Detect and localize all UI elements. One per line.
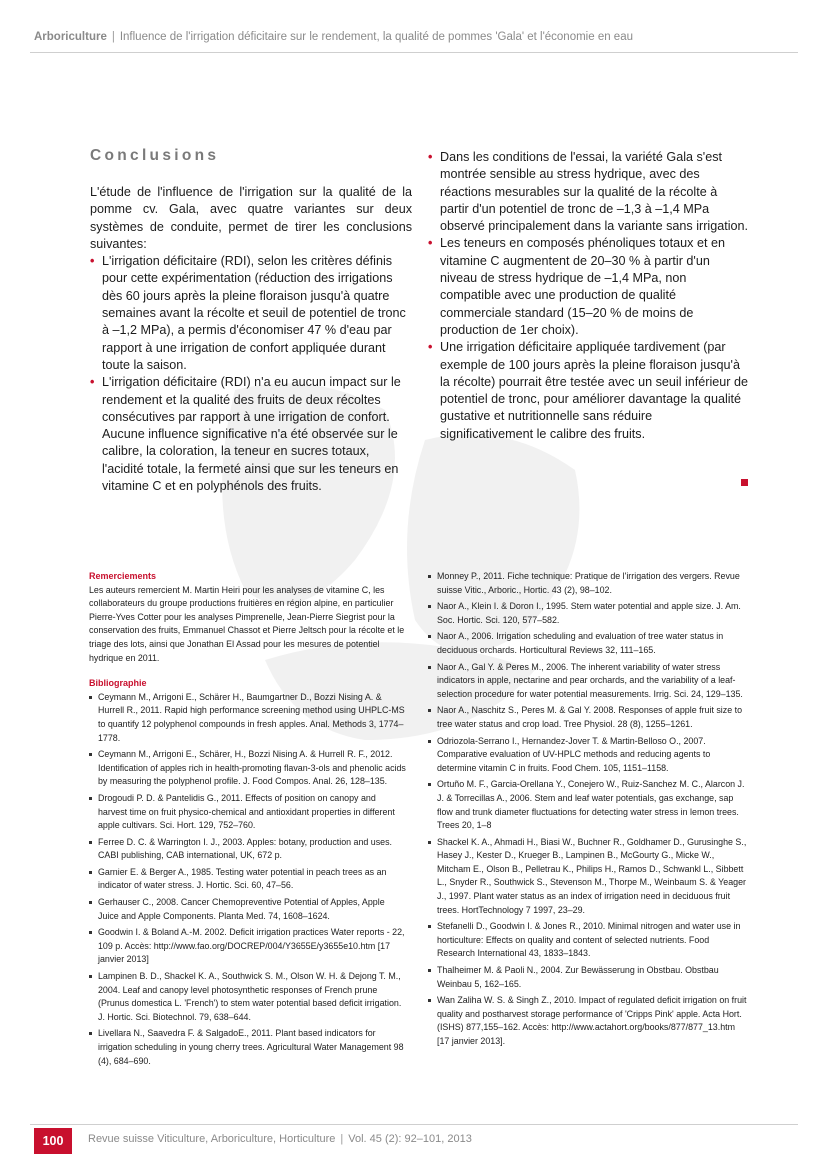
reference-text: Lampinen B. D., Shackel K. A., Southwick S. M., Olson W. H. & Dejong T. M., 2004. Leaf and canopy level photosynthetic responses of French prune (Prunus domestica L. 'French') to stem water potential based deficit irrigation. J. Hortic. Sci. Biotechnol. 79, 638–644. [98,971,402,1022]
conclusions-bullets-left [90,253,412,495]
bullet-square-icon [428,635,431,638]
reference-text: Naor A., Naschitz S., Peres M. & Gal Y. 2008. Responses of apple fruit size to tree water status and crop load. Tree Physiol. 28 (8), 1255–1261. [437,705,743,729]
list-item [89,866,407,893]
section-title-conclusions: Conclusions [90,147,220,164]
footer-separator: | [340,1133,344,1145]
footer-rule [30,1124,798,1125]
conclusions-left-column [90,184,412,495]
running-head [34,31,794,43]
list-item [428,778,748,832]
bullet-text: L'irrigation déficitaire (RDI) n'a eu aucun impact sur le rendement et la qualité des fruits de deux récoltes consécutives par rapport à une irrigation de confort. Aucune influence significative n'a été observée sur le calibre, la coloration, la teneur en sucres totaux, l'acidité totale, la fermeté ainsi que sur les teneurs en vitamine C et en polyphénols des fruits. [102,375,401,494]
reference-text: Goodwin I. & Boland A.-M. 2002. Deficit irrigation practices Water reports - 22, 109 p. Accès: http://www.fao.org/DOCREP/004/Y3655E/y3655e10.htm [17 janvier 2013] [98,927,405,965]
reference-text: Monney P., 2011. Fiche technique: Pratique de l'irrigation des vergers. Revue suisse Vitic., Arboric., Hortic. 43 (2), 98–102. [437,571,740,595]
back-matter-left-column [89,570,407,1071]
list-item [428,964,748,991]
journal-name: Revue suisse Viticulture, Arboriculture, Horticulture [88,1133,336,1145]
bullet-square-icon [428,925,431,928]
list-item [89,792,407,833]
list-item [428,630,748,657]
bullet-icon: • [90,254,95,269]
running-head-title: Influence de l'irrigation déficitaire sur le rendement, la qualité de pommes 'Gala' et l'économie en eau [119,31,633,43]
reference-text: Naor A., 2006. Irrigation scheduling and evaluation of tree water status in deciduous orchards. Horticultural Reviews 32, 111–165. [437,631,724,655]
reference-list-left [89,691,407,1068]
bullet-square-icon [428,575,431,578]
bullet-square-icon [89,797,92,800]
reference-text: Thalheimer M. & Paoli N., 2004. Zur Bewässerung in Obstbau. Obstbau Weinbau 5, 162–165. [437,965,719,989]
conclusions-right-column [428,149,748,443]
bullet-icon: • [428,340,433,355]
acknowledgements-heading: Remerciements [89,571,157,581]
bullet-text: Dans les conditions de l'essai, la variété Gala s'est montrée sensible au stress hydrique, avec des réactions mesurables sur la qualité de la récolte à partir d'un potentiel de tronc de –1,3 à –1,4 MPa observé principalement dans la variante sans irrigation. [440,150,749,234]
bullet-icon: • [428,150,433,164]
bullet-square-icon [428,783,431,786]
bullet-square-icon [428,740,431,743]
reference-text: Stefanelli D., Goodwin I. & Jones R., 2010. Minimal nitrogen and water use in horticulture: Effects on quality and content of selected nutrients. Food Research International 43, 1833–1843. [437,921,741,959]
bullet-square-icon [428,969,431,972]
list-item [89,691,407,745]
bullet-square-icon [428,999,431,1002]
back-matter-right-column [428,570,748,1052]
list-item [428,704,748,731]
bullet-text: Les teneurs en composés phénoliques totaux et en vitamine C augmentent de 20–30 % à partir d'un niveau de stress hydrique de –1,4 MPa, non compatible avec une production de qualité commerciale standard (15–20 % de moins de production de 1er choix). [440,236,725,337]
reference-text: Ferree D. C. & Warrington I. J., 2003. Apples: botany, production and uses. CABI publishing, CAB international, UK, 672 p. [98,836,393,861]
list-item [90,374,412,495]
bullet-icon: • [90,375,95,390]
running-head-separator: | [111,31,115,43]
list-item [90,253,412,374]
list-item [428,735,748,776]
reference-text: Ortuño M. F., Garcia-Orellana Y., Conejero W., Ruiz-Sanchez M. C., Alarcon J. J. & Torrecillas A., 2006. Stem and leaf water potentials, gas exchange, sap flow and trunk diameter fluctuations for detecting water stress in lemon trees. Trees 20, 1–8 [437,779,745,831]
conclusions-intro: L'étude de l'influence de l'irrigation sur la qualité de la pomme cv. Gala, avec quatre variantes sur deux systèmes de conduite, permet de tirer les conclusions suivantes: [90,185,412,251]
end-of-article-square-icon [741,479,748,486]
list-item [89,748,407,789]
journal-citation [88,1133,472,1145]
bibliography-heading: Bibliographie [89,678,147,689]
list-item [428,836,748,918]
list-item [428,235,748,339]
list-item [428,920,748,961]
reference-text: Garnier E. & Berger A., 1985. Testing water potential in peach trees as an indicator of water stress. J. Hortic. Sci. 60, 47–56. [98,866,387,891]
bullet-square-icon [89,975,92,978]
list-item [89,896,407,923]
running-head-section: Arboriculture [34,31,107,43]
list-item [89,970,407,1024]
list-item [428,339,748,443]
header-rule [30,52,798,53]
bullet-square-icon [89,753,92,756]
bullet-square-icon [89,841,92,844]
bullet-square-icon [428,709,431,712]
reference-text: Naor A., Klein I. & Doron I., 1995. Stem water potential and apple size. J. Am. Soc. Hortic. Sci. 120, 577–582. [437,601,741,625]
reference-list-right [428,570,748,1049]
reference-text: Livellara N., Saavedra F. & SalgadoE., 2011. Plant based indicators for irrigation scheduling in young cherry trees. Agricultural Water Management 98 (4), 684–690. [98,1028,404,1066]
bullet-text: L'irrigation déficitaire (RDI), selon les critères définis pour cette expérimentation (réduction des irrigations dès 60 jours après la pleine floraison jusqu'à quatre semaines avant la récolte et seuil de potentiel de tronc à –1,2 MPa), a permis d'économiser 47 % d'eau par rapport à une irrigation de confort appliquée durant toute la saison. [102,254,406,372]
bullet-square-icon [428,605,431,608]
bullet-square-icon [89,901,92,904]
reference-text: Gerhauser C., 2008. Cancer Chemopreventive Potential of Apples, Apple Juice and Apple Components. Planta Med. 74, 1608–1624. [98,897,385,921]
bullet-square-icon [89,696,92,699]
journal-volume: Vol. 45 (2): 92–101, 2013 [348,1133,472,1145]
list-item [89,836,407,863]
list-item [89,926,407,967]
bullet-square-icon [428,841,431,844]
reference-text: Wan Zaliha W. S. & Singh Z., 2010. Impact of regulated deficit irrigation on fruit quality and postharvest storage performance of 'Cripps Pink' apple. Acta Hort. (ISHS) 877,155–162. Accès: http://www.actahort.org/books/877/877_13.htm [17 janvier 2013]. [437,995,747,1046]
reference-text: Ceymann M., Arrigoni E., Schärer H., Baumgartner D., Bozzi Nising A. & Hurrell R., 2011. Rapid high performance screening method using UHPLC-MS to quantify 12 polyphenol compounds in fresh apples. Anal. Methods 3, 1774–1778. [98,691,405,743]
list-item [428,661,748,702]
list-item [428,600,748,627]
acknowledgements-text: Les auteurs remercient M. Martin Heiri pour les analyses de vitamine C, les collaborateurs du groupe productions fruitières en région alpine, en particulier Pierre-Yves Cotter pour les analyses Pimprenelle, Jean-Pierre Siegrist pour la conservation des fruits, Emmanuel Chassot et Pierre Jeltsch pour la récolte et le triage des lots, ainsi que Jonathan El Assad pour les mesures de potentiel hydrique en 2011. [89,584,405,663]
reference-text: Odriozola-Serrano I., Hernandez-Jover T. & Martin-Belloso O., 2007. Comparative evaluation of UV-HPLC methods and reducing agents to determine vitamin C in fruits. Food Chem. 105, 1151–1158. [437,735,711,773]
reference-text: Drogoudi P. D. & Pantelidis G., 2011. Effects of position on canopy and harvest time on fruit physico-chemical and antioxidant properties in different apple cultivars. Sci. Hort. 129, 752–760. [98,792,395,831]
list-item [428,149,748,235]
page-number: 100 [34,1128,72,1154]
reference-text: Naor A., Gal Y. & Peres M., 2006. The inherent variability of water stress indicators in apple, nectarine and pear orchards, and the variability of a leaf-selection procedure for water potential measurements. Irrig. Sci. 24, 129–135. [437,661,743,699]
reference-text: Ceymann M., Arrigoni E., Schärer, H., Bozzi Nising A. & Hurrell R. F., 2012. Identification of apples rich in health-promoting flavan-3-ols and phenolic acids by measuring the polyphenol profile. J. Food Compos. Anal. 26, 128–135. [98,749,406,787]
bullet-square-icon [89,1032,92,1035]
bullet-square-icon [428,666,431,669]
list-item [89,1027,407,1068]
list-item [428,570,748,597]
bullet-icon: • [428,236,433,251]
bullet-square-icon [89,871,92,874]
list-item [428,994,748,1048]
bullet-text: Une irrigation déficitaire appliquée tardivement (par exemple de 100 jours après la pleine floraison jusqu'à la récolte) pourrait être testée avec un seuil inférieur de potentiel de tronc, pour améliorer davantage la qualité gustative et nutritionnelle sans réduire significativement le calibre des fruits. [440,340,749,441]
bullet-square-icon [89,931,92,934]
reference-text: Shackel K. A., Ahmadi H., Biasi W., Buchner R., Goldhamer D., Gurusinghe S., Hasey J., Kester D., Krueger B., Lampinen B., McGourty G., Micke W., Mitcham E., Olson B., Pelletrau K., Philips H., Ramos D., Schwankl L., Sibbett L., Snyder R., Southwick S., Stevenson M., Thorpe M., Weinbaum S. & Yeager J., 1997. Plant water status as an index of irrigation need in deciduous fruit trees. HortTechnology 7 1997, 23–29. [437,836,747,915]
conclusions-bullets-right [428,149,748,443]
